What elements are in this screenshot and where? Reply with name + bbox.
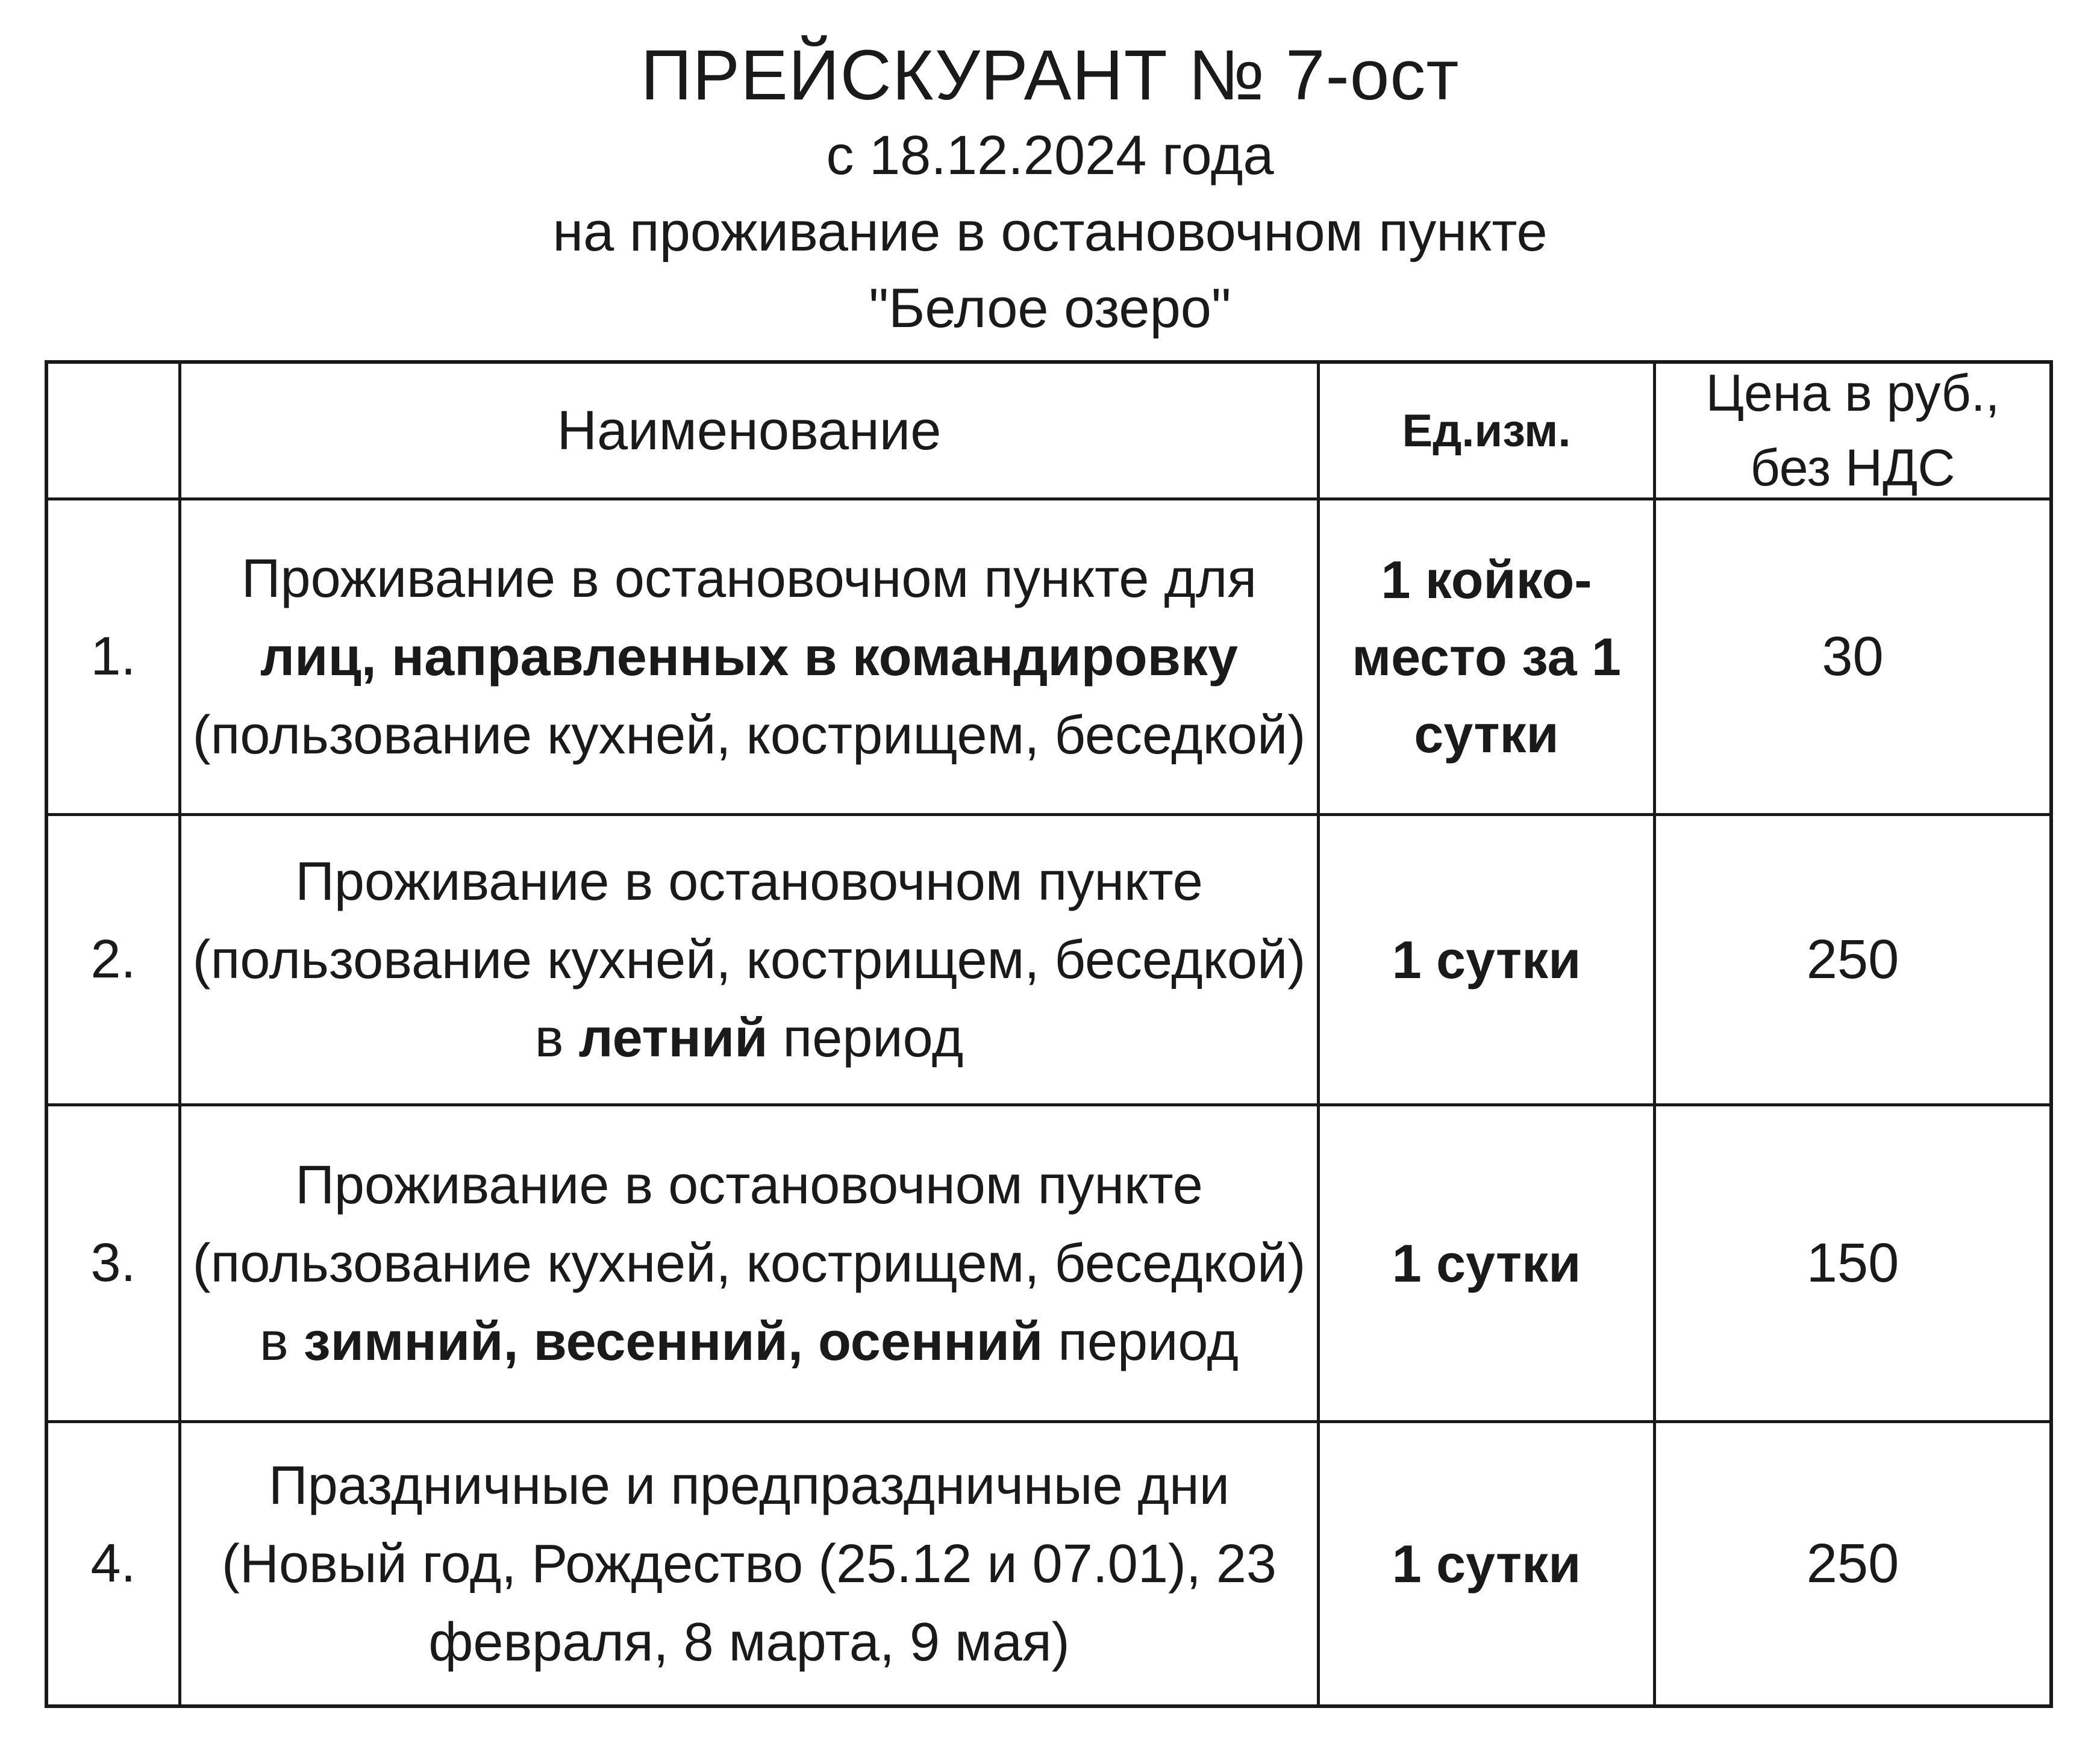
name-text: (пользование кухней, кострищем, беседкой)	[192, 705, 1306, 765]
header-price-line: Цена в руб.,	[1705, 364, 2000, 422]
name-text: Праздничные и предпраздничные дни (Новый год, Рождество (25.12 и 07.01), 23 февраля, 8 марта, 9 мая)	[221, 1455, 1277, 1672]
price-table	[45, 360, 2053, 1708]
row-name	[181, 500, 1317, 813]
row-number: 2.	[90, 929, 136, 990]
row-price: 30	[1822, 626, 1884, 687]
effective-date: с 18.12.2024 года	[826, 125, 1274, 186]
row-number: 4.	[90, 1533, 136, 1594]
header-price-cell	[1656, 364, 2049, 497]
header-unit-cell: Ед.изм.	[1402, 405, 1571, 457]
name-bold-text: летний	[578, 1008, 768, 1068]
name-text: Проживание в остановочном пункте (пользование кухней, кострищем, беседкой) в	[192, 1155, 1306, 1372]
name-text: Проживание в остановочном пункте (пользование кухней, кострищем, беседкой) в	[192, 851, 1306, 1068]
name-text: период	[1043, 1311, 1239, 1372]
location-name: "Белое озеро"	[869, 278, 1231, 339]
row-name	[181, 1106, 1317, 1420]
name-bold-text: зимний, весенний, осенний	[303, 1311, 1043, 1372]
row-unit: 1 сутки	[1392, 929, 1581, 990]
document-subject: на проживание в остановочном пункте	[552, 201, 1548, 263]
name-text: Проживание в остановочном пункте для	[241, 548, 1257, 609]
header-name-cell: Наименование	[557, 399, 942, 461]
row-price: 250	[1806, 1533, 1899, 1594]
row-name	[181, 816, 1317, 1103]
row-unit: 1 койко-место за 1 сутки	[1352, 549, 1621, 764]
name-text: период	[767, 1008, 964, 1068]
header-price-line: без НДС	[1750, 439, 1955, 497]
table-grid	[48, 364, 2049, 1704]
document-title: ПРЕЙСКУРАНТ № 7-ост	[640, 36, 1460, 115]
header-num-cell	[48, 364, 178, 497]
row-number: 1.	[90, 626, 136, 687]
row-price: 250	[1806, 929, 1899, 990]
row-number: 3.	[90, 1233, 136, 1293]
row-unit: 1 сутки	[1392, 1233, 1581, 1293]
document-title-block	[0, 33, 2100, 347]
row-unit: 1 сутки	[1392, 1533, 1581, 1594]
row-price: 150	[1806, 1232, 1899, 1294]
name-bold-text: лиц, направленных в командировку	[260, 626, 1239, 687]
row-name	[181, 1423, 1317, 1704]
